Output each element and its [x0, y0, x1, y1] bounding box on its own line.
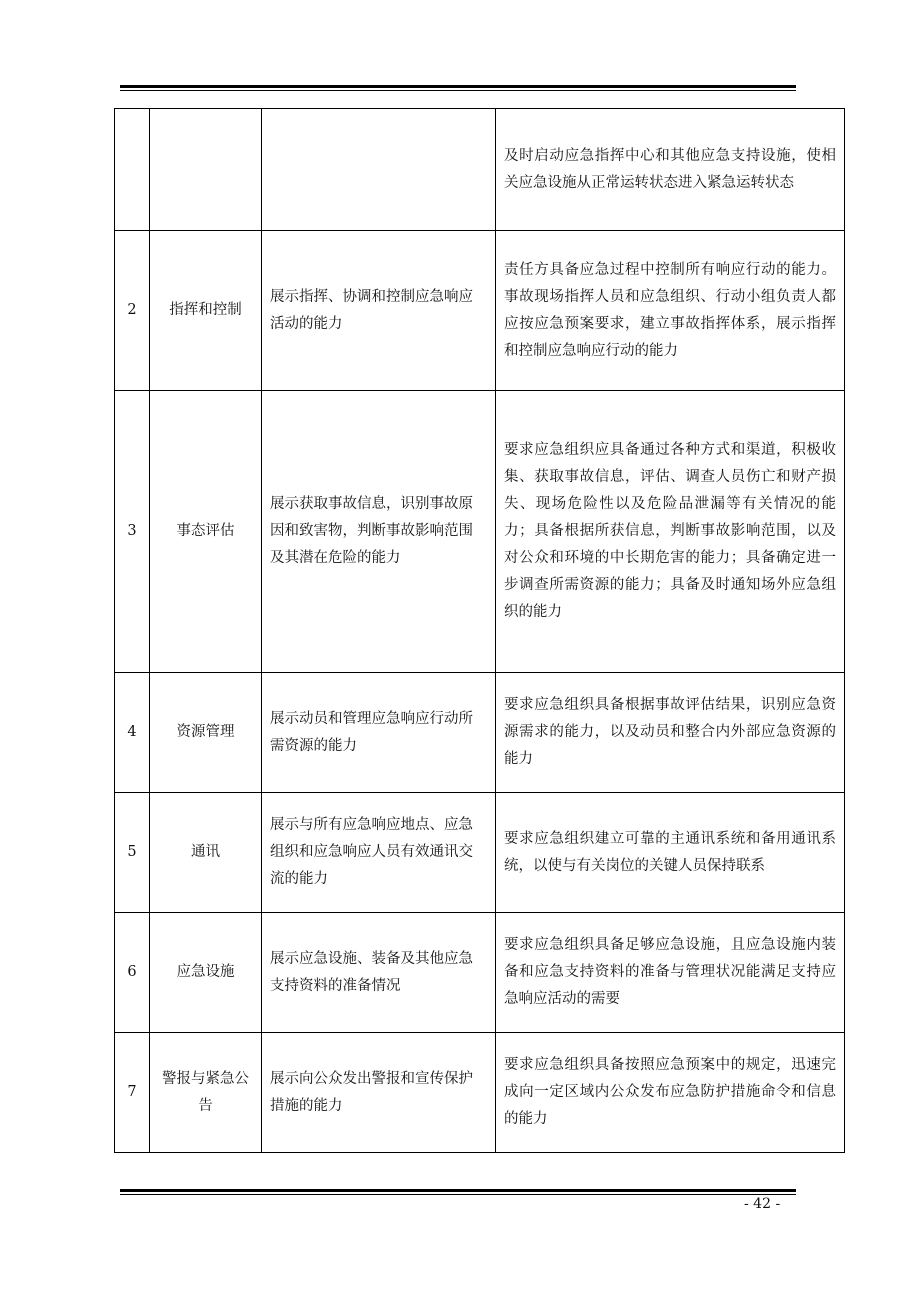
table-row [115, 391, 845, 673]
table-row [115, 673, 845, 793]
table-row [115, 913, 845, 1033]
row-number-cell: 5 [115, 793, 150, 913]
exercise-item-cell: 通讯 [150, 793, 262, 913]
header-rule-thin [120, 90, 796, 91]
row-number-cell [115, 109, 150, 231]
exercise-description-cell: 展示指挥、协调和控制应急响应活动的能力 [262, 231, 496, 391]
requirement-cell: 责任方具备应急过程中控制所有响应行动的能力。事故现场指挥人员和应急组织、行动小组负责人都应按应急预案要求，建立事故指挥体系，展示指挥和控制应急响应行动的能力 [496, 231, 845, 391]
table-row [115, 793, 845, 913]
evaluation-table [114, 108, 845, 1153]
exercise-description-cell: 展示应急设施、装备及其他应急支持资料的准备情况 [262, 913, 496, 1033]
exercise-item-cell: 事态评估 [150, 391, 262, 673]
table-row [115, 231, 845, 391]
footer-rule-thick [120, 1189, 796, 1192]
footer-rule-thin [120, 1194, 796, 1195]
exercise-description-cell [262, 109, 496, 231]
exercise-item-cell: 资源管理 [150, 673, 262, 793]
requirement-cell: 要求应急组织建立可靠的主通讯系统和备用通讯系统，以使与有关岗位的关键人员保持联系 [496, 793, 845, 913]
requirement-cell: 要求应急组织具备足够应急设施，且应急设施内装备和应急支持资料的准备与管理状况能满足支持应急响应活动的需要 [496, 913, 845, 1033]
page-number: - 42 - [744, 1196, 781, 1212]
requirement-cell: 及时启动应急指挥中心和其他应急支持设施，使相关应急设施从正常运转状态进入紧急运转状态 [496, 109, 845, 231]
row-number-cell: 3 [115, 391, 150, 673]
exercise-item-cell: 警报与紧急公告 [150, 1033, 262, 1153]
requirement-cell: 要求应急组织具备按照应急预案中的规定，迅速完成向一定区域内公众发布应急防护措施命令和信息的能力 [496, 1033, 845, 1153]
exercise-description-cell: 展示动员和管理应急响应行动所需资源的能力 [262, 673, 496, 793]
exercise-item-cell: 应急设施 [150, 913, 262, 1033]
exercise-description-cell: 展示向公众发出警报和宣传保护措施的能力 [262, 1033, 496, 1153]
row-number-cell: 2 [115, 231, 150, 391]
table-row [115, 109, 845, 231]
row-number-cell: 7 [115, 1033, 150, 1153]
row-number-cell: 4 [115, 673, 150, 793]
table-row [115, 1033, 845, 1153]
exercise-item-cell [150, 109, 262, 231]
exercise-description-cell: 展示获取事故信息，识别事故原因和致害物，判断事故影响范围及其潜在危险的能力 [262, 391, 496, 673]
requirement-cell: 要求应急组织具备根据事故评估结果，识别应急资源需求的能力，以及动员和整合内外部应急资源的能力 [496, 673, 845, 793]
header-rule-thick [120, 85, 796, 88]
requirement-cell: 要求应急组织应具备通过各种方式和渠道，积极收集、获取事故信息，评估、调查人员伤亡和财产损失、现场危险性以及危险品泄漏等有关情况的能力；具备根据所获信息，判断事故影响范围，以及对公众和环境的中长期危害的能力；具备确定进一步调查所需资源的能力；具备及时通知场外应急组织的能力 [496, 391, 845, 673]
exercise-description-cell: 展示与所有应急响应地点、应急组织和应急响应人员有效通讯交流的能力 [262, 793, 496, 913]
row-number-cell: 6 [115, 913, 150, 1033]
exercise-item-cell: 指挥和控制 [150, 231, 262, 391]
